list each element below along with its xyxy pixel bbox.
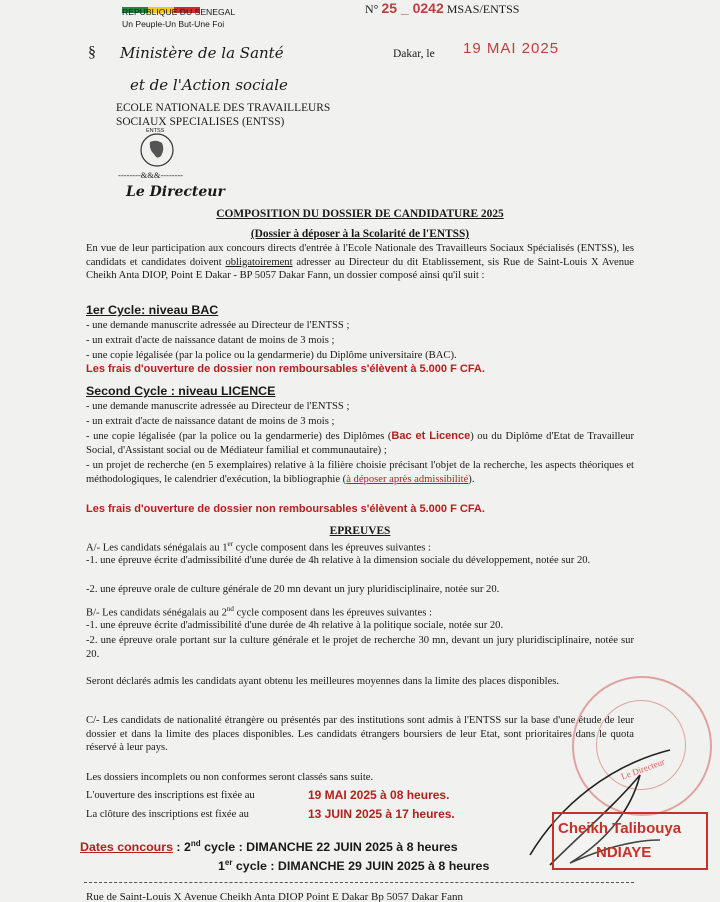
emblem-icon: §	[88, 44, 96, 61]
cycle1-heading: 1er Cycle: niveau BAC	[86, 303, 219, 317]
ref-number-stamp: 25 _ 0242	[381, 0, 444, 16]
epreuve-a2: -2. une épreuve orale de culture générale de 20 mn devant un jury pluridisciplinaire, notée sur 20.	[86, 584, 500, 595]
concours-dates-2nd	[80, 839, 458, 854]
cycle2-project-item	[86, 459, 634, 486]
footer-address: Rue de Saint-Louis X Avenue Cheikh Anta DIOP Point E Dakar Bp 5057 Dakar Fann	[86, 891, 464, 902]
senegal-flag-icon	[122, 0, 200, 6]
c1-rest: cycle : DIMANCHE 29 JUIN 2025 à 8 heures	[232, 859, 490, 874]
director-title: Le Directeur	[126, 184, 225, 200]
ref-suffix: MSAS/ENTSS	[446, 2, 520, 16]
intro-paragraph	[86, 242, 634, 283]
opening-date: 19 MAI 2025 à 08 heures.	[308, 788, 450, 802]
c2-num: 2	[184, 840, 191, 855]
cycle2-fee: Les frais d'ouverture de dossier non remboursables s'élèvent à 5.000 F CFA.	[86, 503, 485, 515]
ministry-line-1: Ministère de la Santé	[120, 44, 284, 62]
cycle2-item: - un extrait d'acte de naissance datant de moins de 3 mois ;	[86, 416, 335, 427]
c1-sup: er	[224, 858, 233, 867]
ref-prefix: N°	[365, 2, 379, 16]
date-stamp: 19 MAI 2025	[463, 40, 560, 57]
cycle1-item: - une copie légalisée (par la police ou la gendarmerie) du Diplôme universitaire (BAC).	[86, 350, 457, 361]
logo-text: ENTSS	[146, 128, 165, 134]
c2-sup: nd	[190, 839, 201, 848]
concours-colon: :	[176, 840, 181, 855]
project-text-end: ).	[468, 473, 475, 485]
separator: --------&&&--------	[118, 170, 184, 180]
intro-emphasis: obligatoirement	[225, 256, 293, 268]
foreign-candidates-paragraph: C/- Les candidats de nationalité étrangère ou présentés par des institutions sont admis à l'ENTSS sur la base d'une étude de leur dossier et dans la limite des places disponibles. Les candidats étrangers boursiers de leur Etat, sont prioritaires dans le quota réservé à leur pays.	[86, 715, 634, 754]
signature-name-box	[552, 812, 708, 870]
c2-rest: cycle : DIMANCHE 22 JUIN 2025 à 8 heures	[200, 840, 458, 855]
school-name-line-1: ECOLE NATIONALE DES TRAVAILLEURS	[116, 102, 331, 114]
country-name: REPUBLIQUE DU SENEGAL	[122, 7, 236, 17]
cycle2-heading: Second Cycle : niveau LICENCE	[86, 384, 276, 398]
reference-number	[365, 0, 519, 17]
opening-label: L'ouverture des inscriptions est fixée au	[86, 790, 255, 801]
project-text: - un projet de recherche (en 5 exemplaires) relative à la filière choisie précisant l'objet de la recherche, les aspects théoriques et méthodologiques, le calendrier d'exécution, la bibliographie (	[86, 460, 634, 485]
b-intro-text: B/- Les candidats sénégalais au 2	[86, 607, 227, 619]
cycle2-item: - une demande manuscrite adressée au Directeur de l'ENTSS ;	[86, 401, 350, 412]
cycle1-item: - une demande manuscrite adressée au Directeur de l'ENTSS ;	[86, 320, 350, 331]
page-subtitle: (Dossier à déposer à la Scolarité de l'ENTSS)	[250, 228, 470, 240]
ministry-line-2: et de l'Action sociale	[130, 76, 288, 94]
copy-text: - une copie légalisée (par la police ou la gendarmerie) des Diplômes (	[86, 431, 392, 442]
epreuve-b2: -2. une épreuve orale portant sur la culture générale et le projet de recherche 30 mn, devant un jury pluridisciplinaire, notée sur 20.	[86, 635, 634, 660]
epreuves-a-intro	[86, 540, 431, 554]
national-motto: Un Peuple-Un But-Une Foi	[122, 19, 225, 29]
cycle2-copy-item	[86, 430, 634, 457]
epreuve-b1: -1. une épreuve écrite d'admissibilité d'une durée de 4h relative à la politique sociale, notée sur 20.	[86, 620, 504, 631]
b-intro-sup: nd	[226, 605, 234, 613]
place-date-label: Dakar, le	[393, 48, 435, 60]
signatory-name-line-1: Cheikh Talibouya	[558, 820, 682, 837]
footer-divider	[84, 882, 634, 883]
concours-label: Dates concours	[80, 840, 173, 855]
a-intro-text-end: cycle composent dans les épreuves suivantes :	[232, 542, 431, 554]
signatory-name-line-2: NDIAYE	[596, 844, 652, 861]
closing-date: 13 JUIN 2025 à 17 heures.	[308, 807, 455, 821]
c1-num: 1	[218, 859, 225, 874]
b-intro-text-end: cycle composent dans les épreuves suivantes :	[233, 607, 432, 619]
intro-text: En vue de leur participation aux concours directs d'entrée à l'Ecole Nationale des Travailleurs Sociaux Spécialisés (ENTSS), les candidats et candidates doivent	[86, 243, 634, 268]
a-intro-text: A/- Les candidats sénégalais au 1	[86, 542, 228, 554]
epreuves-b-intro	[86, 605, 432, 619]
closing-label: La clôture des inscriptions est fixée au	[86, 809, 249, 820]
page-title: COMPOSITION DU DOSSIER DE CANDIDATURE 2025	[216, 208, 504, 220]
epreuves-heading: EPREUVES	[329, 525, 391, 537]
epreuve-a1: -1. une épreuve écrite d'admissibilité d'une durée de 4h relative à la dimension sociale du développement, notée sur 20.	[86, 555, 591, 566]
concours-dates-1st	[218, 858, 489, 873]
admission-paragraph: Seront déclarés admis les candidats ayant obtenu les meilleures moyennes dans la limite des places disponibles.	[86, 676, 560, 687]
copy-highlight: Bac et Licence	[391, 430, 471, 442]
copy-text-end: ) ou du Diplôme d'Etat de Travailleur Social, d'Assistant social ou de Médiateur familial et communautaire) ;	[86, 431, 634, 456]
a-intro-sup: er	[227, 540, 233, 548]
stamp-text: Le Directeur	[619, 756, 667, 782]
cycle1-item: - un extrait d'acte de naissance datant de moins de 3 mois ;	[86, 335, 335, 346]
incomplete-notice: Les dossiers incomplets ou non conformes seront classés sans suite.	[86, 772, 374, 783]
entss-logo-icon	[132, 130, 182, 168]
project-highlight: à déposer après admissibilité	[346, 473, 469, 485]
cycle1-fee: Les frais d'ouverture de dossier non remboursables s'élèvent à 5.000 F CFA.	[86, 363, 485, 375]
school-name-line-2: SOCIAUX SPECIALISES (ENTSS)	[116, 116, 285, 128]
intro-text-end: adresser au Directeur du dit Etablissement, sis Rue de Saint-Louis X Avenue Cheikh Anta DIOP, Point E Dakar - BP 5057 Dakar Fann, un dossier composé ainsi qu'il suit :	[86, 256, 634, 282]
